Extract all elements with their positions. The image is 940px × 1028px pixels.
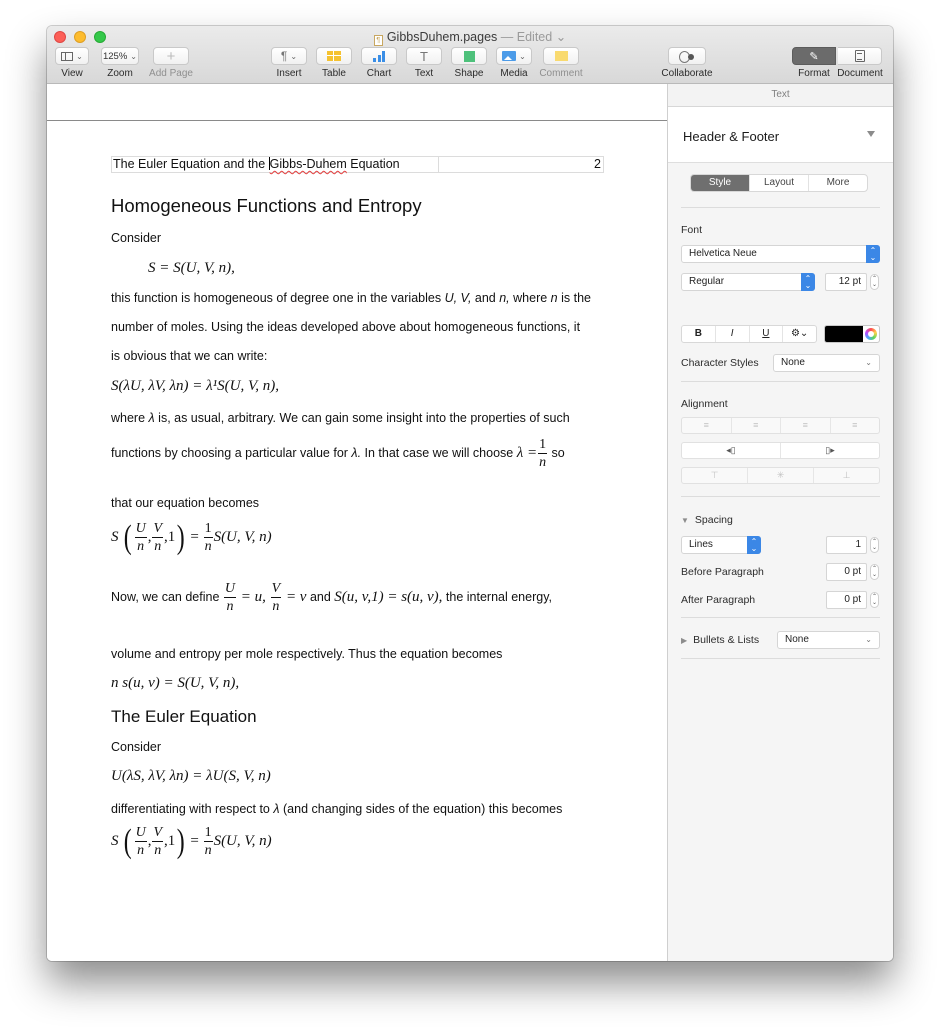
toolbar-shape[interactable]: Shape (451, 47, 487, 79)
paragraph[interactable]: volume and entropy per mole respectively. Thus the equation becomes (111, 647, 503, 661)
insert-button[interactable] (271, 47, 307, 65)
heading-homogeneous-functions[interactable]: Homogeneous Functions and Entropy (111, 195, 422, 216)
chevron-down-icon: ⌄ (519, 51, 526, 61)
paragraph[interactable]: Consider (111, 231, 162, 245)
tab-layout[interactable]: Layout (749, 175, 808, 191)
tab-text[interactable]: Text (668, 84, 893, 107)
up-down-arrows-icon: ⌃ ⌄ (801, 273, 815, 291)
pages-document-icon: ¶ (374, 35, 383, 46)
bar-chart-icon (373, 51, 385, 62)
align-middle-icon[interactable]: ✳ (747, 468, 813, 483)
toolbar-comment[interactable]: Comment (539, 47, 583, 79)
paragraph[interactable]: number of moles. Using the ideas developed above about homogeneous functions, it (111, 320, 581, 334)
pilcrow-icon: ¶ (280, 49, 288, 63)
previous-page-bottom (47, 84, 667, 121)
format-inspector (667, 84, 893, 961)
chevron-down-icon: ⌄ (76, 51, 83, 61)
italic-button[interactable]: I (715, 326, 749, 342)
disclosure-closed-triangle-icon: ▶ (681, 636, 688, 645)
toolbar-text[interactable]: T Text (406, 47, 442, 79)
paragraph[interactable]: this function is homogeneous of degree one in the variables U, V, and n, where n is the (111, 291, 591, 305)
format-button[interactable] (792, 47, 836, 65)
text-color-well[interactable] (824, 325, 880, 343)
alignment-label: Alignment (681, 398, 728, 410)
indent-buttons (681, 442, 880, 459)
after-paragraph-stepper[interactable]: ⌃ ⌄ (871, 594, 878, 606)
collaborate-button[interactable] (668, 47, 706, 65)
chevron-down-icon: ⌄ (290, 51, 298, 61)
view-button[interactable] (55, 47, 89, 65)
up-down-arrows-icon: ⌃ ⌄ (866, 245, 880, 263)
character-styles-popup[interactable]: None ⌄ (773, 354, 880, 372)
font-family-popup[interactable]: Helvetica Neue ⌃ ⌄ (681, 245, 880, 263)
bullets-lists-disclosure[interactable]: ▶ Bullets & Lists (681, 634, 760, 646)
paintbrush-icon: ✎ (809, 50, 819, 63)
media-button[interactable] (496, 47, 532, 65)
header-left-field[interactable]: The Euler Equation and the Gibbs-Duhem Equation (112, 157, 439, 172)
advanced-options-gear-icon[interactable]: ⚙⌄ (782, 326, 816, 342)
paragraph[interactable]: differentiating with respect to λ (and changing sides of the equation) this becomes (111, 802, 563, 816)
shape-icon (464, 51, 475, 62)
chevron-down-icon: ⌄ (555, 30, 567, 44)
paragraph[interactable]: where λ is, as usual, arbitrary. We can gain some insight into the properties of such (111, 411, 570, 425)
line-spacing-stepper[interactable]: ⌃ ⌄ (871, 539, 878, 551)
chart-button[interactable] (361, 47, 397, 65)
image-icon (502, 51, 516, 61)
tab-more[interactable]: More (808, 175, 867, 191)
add-page-button[interactable] (153, 47, 189, 65)
equation[interactable]: S = S(U, V, n), (148, 260, 235, 276)
toolbar-insert[interactable]: ¶ ⌄ Insert (271, 47, 307, 79)
shape-button[interactable] (451, 47, 487, 65)
equation[interactable]: U(λS, λV, λn) = λU(S, V, n) (111, 768, 271, 784)
after-paragraph-label: After Paragraph (681, 594, 756, 606)
color-swatch[interactable] (825, 326, 863, 342)
bullets-lists-popup[interactable]: None ⌄ (777, 631, 880, 649)
chevron-down-icon: ⌄ (865, 635, 872, 644)
collaborate-icon (679, 51, 695, 62)
zoom-popup[interactable]: 125% ⌄ (101, 47, 139, 65)
font-size-stepper[interactable]: ⌃ ⌄ (871, 276, 878, 288)
comment-icon (555, 51, 568, 61)
toolbar-table[interactable]: Table (316, 47, 352, 79)
vertical-alignment-buttons (681, 467, 880, 484)
underline-button[interactable]: U (749, 326, 783, 342)
text-button[interactable] (406, 47, 442, 65)
document-button[interactable] (838, 47, 882, 65)
page-header[interactable] (111, 156, 604, 173)
tab-style[interactable]: Style (691, 175, 749, 191)
bold-button[interactable]: B (694, 328, 702, 339)
pages-window (47, 26, 893, 961)
equation[interactable]: S ( $\frac{U}{n}$ , $\frac{V}{n}$ ,1) = $\frac{1}{n}$ S(U, V, n) (111, 518, 272, 556)
color-wheel-icon[interactable] (865, 328, 877, 340)
misspelled-word[interactable]: Gibbs-Duhem (269, 157, 347, 171)
align-right-icon[interactable]: ≡ (780, 418, 830, 433)
disclosure-triangle-icon[interactable] (867, 131, 875, 137)
equation[interactable]: S ( $\frac{U}{n}$ , $\frac{V}{n}$ ,1) = $\frac{1}{n}$ S(U, V, n) (111, 822, 272, 860)
font-label: Font (681, 224, 703, 236)
paragraph[interactable]: is obvious that we can write: (111, 349, 268, 363)
toolbar-zoom[interactable]: 125% ⌄ Zoom (100, 47, 140, 79)
align-top-icon[interactable]: ⊤ (710, 470, 719, 480)
before-paragraph-field[interactable]: 0 pt (826, 563, 867, 581)
after-paragraph-field[interactable]: 0 pt (826, 591, 867, 609)
chevron-down-icon: ⌄ (865, 358, 872, 367)
spacing-disclosure[interactable]: ▼ Spacing (681, 514, 733, 526)
decrease-indent-icon[interactable]: ◂▯ (726, 445, 736, 455)
text-box-icon: T (420, 48, 428, 64)
comment-button[interactable] (543, 47, 579, 65)
line-spacing-field[interactable]: 1 (826, 536, 867, 554)
align-bottom-icon[interactable]: ⊥ (813, 468, 879, 483)
toolbar-view[interactable]: ⌄ View (54, 47, 90, 79)
chevron-down-icon: ⌄ (130, 51, 137, 61)
align-center-icon[interactable]: ≡ (731, 418, 781, 433)
typeface-popup[interactable]: Regular ⌃ ⌄ (681, 273, 815, 291)
before-paragraph-label: Before Paragraph (681, 566, 764, 578)
edited-status: Edited (516, 30, 553, 44)
text-inspector-tabs (690, 174, 868, 192)
justify-icon[interactable]: ≡ (830, 418, 880, 433)
table-icon (327, 51, 341, 61)
horizontal-alignment-buttons (681, 417, 880, 434)
inspector-segmented-control (791, 47, 883, 65)
paragraph[interactable]: that our equation becomes (111, 496, 260, 510)
paragraph[interactable]: functions by choosing a particular value for λ. In that case we will choose λ = $\frac{1}{n}$ so (111, 437, 565, 471)
window-title[interactable]: ¶ GibbsDuhem.pages — Edited ⌄ (47, 29, 893, 46)
up-down-arrows-icon: ⌃ ⌄ (747, 536, 761, 554)
toolbar-add-page[interactable]: + Add Page (149, 47, 193, 79)
document-name: GibbsDuhem.pages (386, 30, 498, 44)
document-canvas[interactable] (47, 84, 667, 961)
table-button[interactable] (316, 47, 352, 65)
divider (681, 658, 880, 659)
font-style-buttons (681, 325, 817, 343)
window-toolbar (47, 26, 893, 84)
paragraph-style-name: Header & Footer (683, 129, 780, 144)
sidebar-view-icon (61, 52, 73, 61)
toolbar-chart[interactable]: Chart (361, 47, 397, 79)
document-icon (855, 50, 865, 62)
equation[interactable]: n s(u, v) = S(U, V, n), (111, 675, 240, 691)
disclosure-open-triangle-icon: ▼ (681, 516, 689, 525)
paragraph[interactable]: Consider (111, 740, 162, 754)
toolbar-inspector-toggle: ✎ Format Document (791, 47, 883, 79)
paragraph-style-selector[interactable] (668, 107, 893, 163)
fraction: $\frac{1}{n}$ (539, 437, 547, 471)
header-page-number[interactable]: 2 (594, 157, 601, 171)
line-spacing-mode-popup[interactable]: Lines ⌃ ⌄ (681, 536, 761, 554)
align-left-icon[interactable]: ≡ (703, 420, 709, 430)
before-paragraph-stepper[interactable]: ⌃ ⌄ (871, 566, 878, 578)
document-page[interactable] (47, 122, 667, 961)
toolbar-collaborate[interactable]: Collaborate (661, 47, 713, 79)
equation[interactable]: S(λU, λV, λn) = λ¹S(U, V, n), (111, 378, 279, 394)
divider (681, 381, 880, 382)
divider (681, 496, 880, 497)
increase-indent-icon[interactable]: ▯▸ (780, 443, 879, 458)
paragraph[interactable]: Now, we can define $\frac{U}{n}$ = u, $\frac{V}{n}$ = v and S(u, v,1) = s(u, v), the internal energy, (111, 581, 552, 615)
toolbar-media[interactable]: ⌄ Media (496, 47, 532, 79)
font-size-field[interactable]: 12 pt (825, 273, 867, 291)
character-styles-label: Character Styles (681, 357, 759, 369)
divider (681, 617, 880, 618)
plus-icon: + (166, 47, 176, 65)
heading-euler-equation[interactable]: The Euler Equation (111, 707, 257, 726)
divider (681, 207, 880, 208)
